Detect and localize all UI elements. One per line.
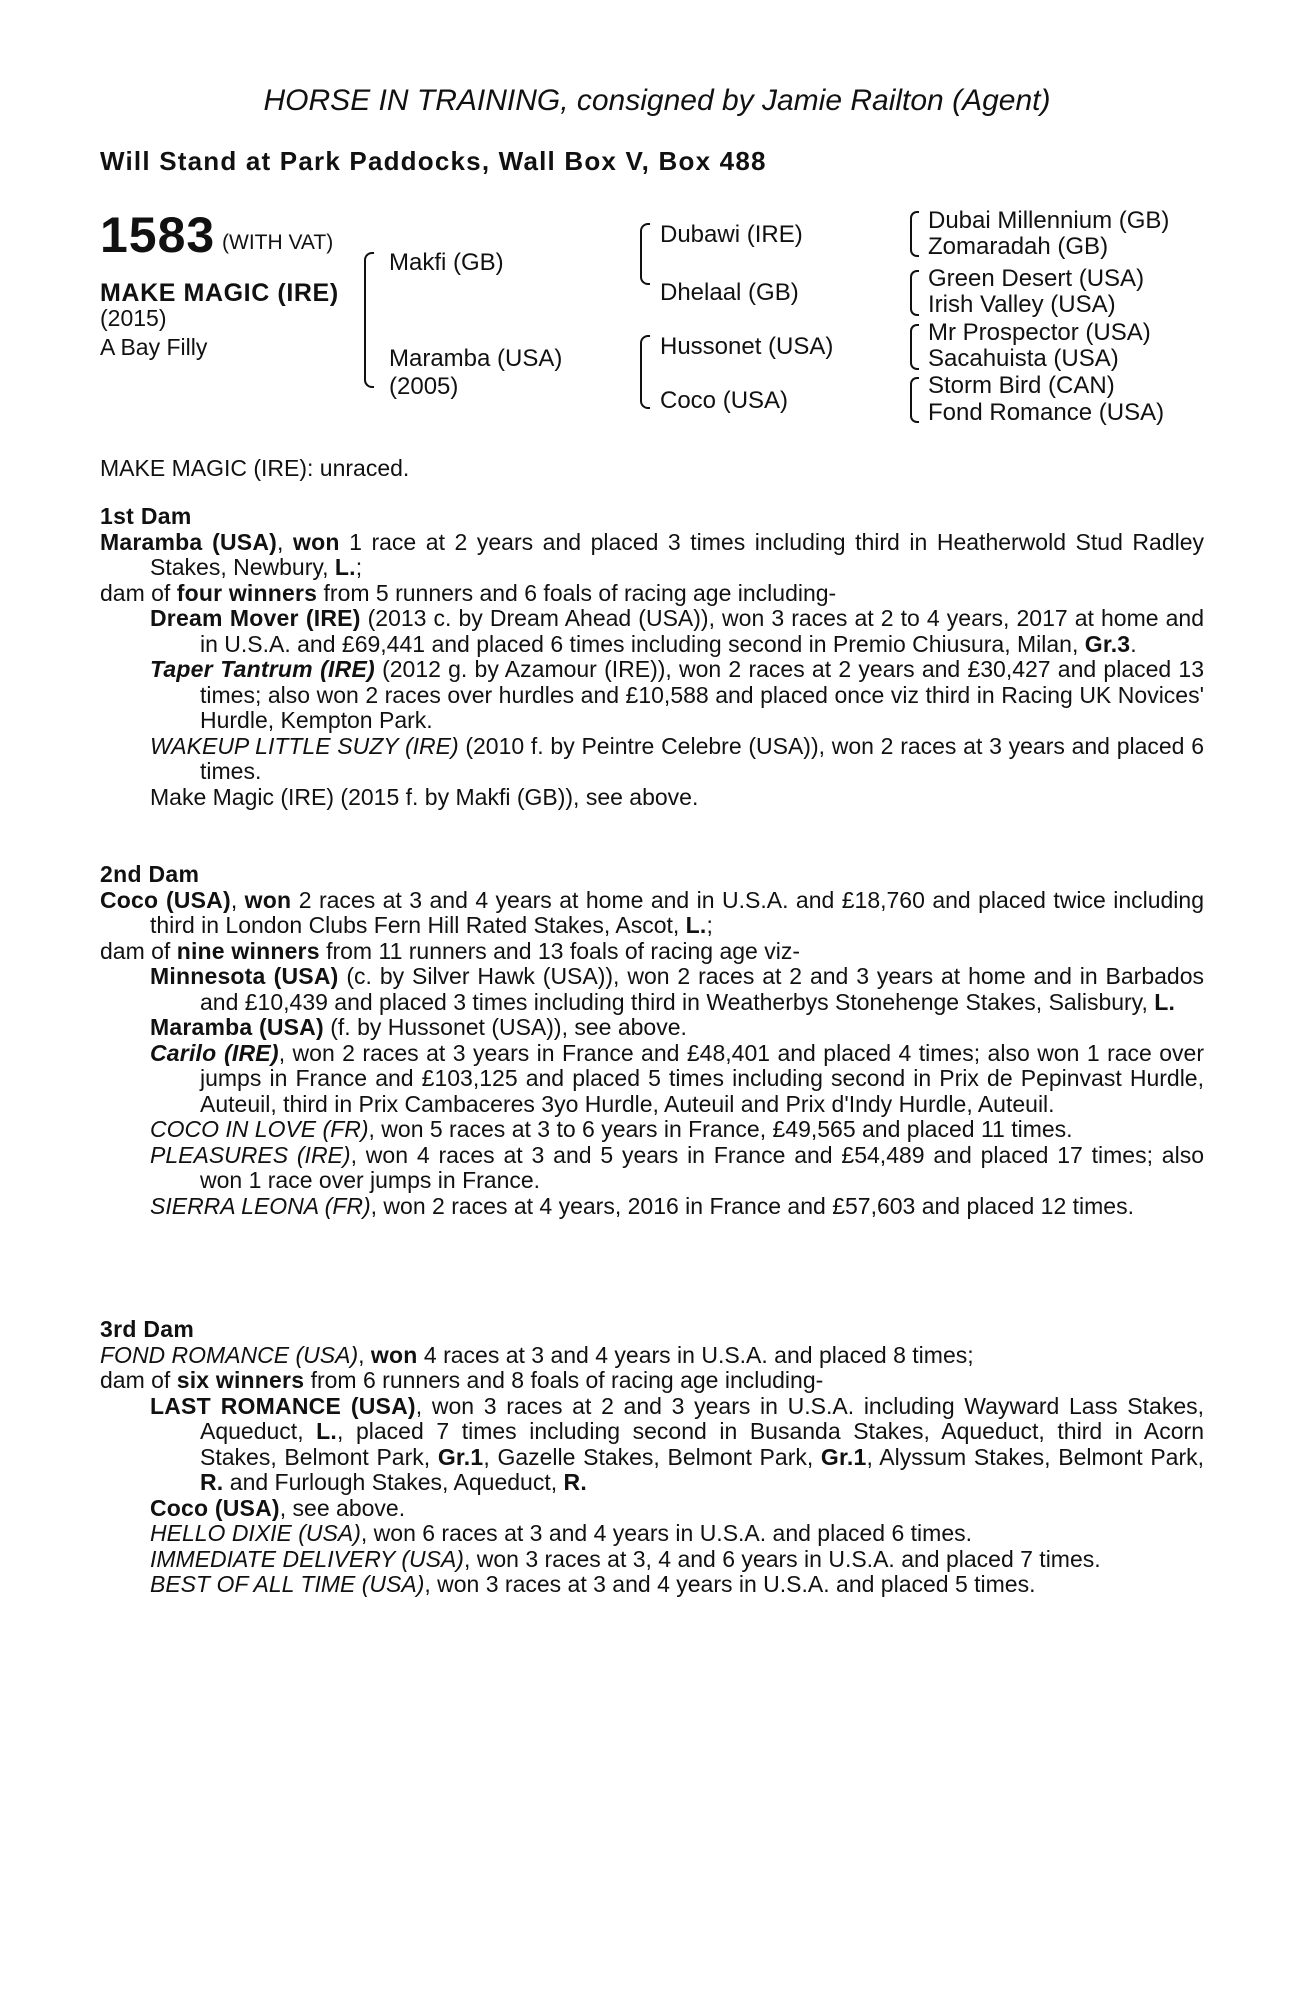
sire-dam-bracket — [364, 252, 374, 388]
sire-parents-bracket — [640, 223, 650, 285]
consignor-header: HORSE IN TRAINING, consigned by Jamie Railton (Agent) — [263, 84, 1051, 117]
list-item: BEST OF ALL TIME (USA), won 3 races at 3 and 4 years in U.S.A. and placed 5 times. — [150, 1571, 1036, 1597]
first-dam-record: Maramba (USA), won 1 race at 2 years and placed 3 times including third in Heatherwold Stud Radley Stakes, Newbury, L.; — [100, 528, 1205, 580]
pedigree-sire: Makfi (GB) — [389, 249, 504, 276]
pedigree-ggp-1: Dubai Millennium (GB) — [928, 207, 1170, 234]
third-dam-produce-summary: dam of six winners from 6 runners and 8 foals of racing age including- — [100, 1367, 824, 1393]
second-dam-heading: 2nd Dam — [100, 861, 200, 887]
dam-parents-bracket — [640, 335, 650, 409]
list-item: PLEASURES (IRE), won 4 races at 3 and 5 years in France and £54,489 and placed 17 times; also won 1 race over jumps in France. — [150, 1141, 1204, 1193]
pedigree-dam: Maramba (USA) — [389, 345, 563, 372]
pedigree-sire-sire: Dubawi (IRE) — [660, 221, 803, 248]
list-item: LAST ROMANCE (USA), won 3 races at 2 and 3 years in U.S.A. including Wayward Lass Stakes, Aqueduct, L., placed 7 times including second in Busanda Stakes, Aqueduct, third in Acorn Stakes, Belmont Park, Gr.1, Gazelle Stakes, Belmont Park, Gr.1, Alyssum Stakes, Belmont Park, R. and Furlough Stakes, Aqueduct, R. — [150, 1392, 1205, 1495]
third-dam-section — [100, 1317, 1204, 1598]
list-item: Maramba (USA) (f. by Hussonet (USA)), see above. — [150, 1014, 687, 1040]
race-record-note: MAKE MAGIC (IRE): unraced. — [100, 455, 410, 481]
g-bracket-4 — [910, 377, 919, 423]
list-item: IMMEDIATE DELIVERY (USA), won 3 races at 3, 4 and 6 years in U.S.A. and placed 7 times. — [150, 1545, 1101, 1572]
vat-label: (WITH VAT) — [222, 231, 334, 254]
list-item: WAKEUP LITTLE SUZY (IRE) (2010 f. by Peintre Celebre (USA)), won 2 races at 3 years and placed 6 times. — [150, 732, 1204, 784]
pedigree-ggp-6: Sacahuista (USA) — [928, 345, 1119, 372]
pedigree-dam-sire: Hussonet (USA) — [660, 333, 834, 360]
pedigree-ggp-2: Zomaradah (GB) — [928, 233, 1109, 260]
first-dam-heading: 1st Dam — [100, 503, 192, 529]
pedigree-ggp-4: Irish Valley (USA) — [928, 291, 1116, 318]
list-item: Carilo (IRE), won 2 races at 3 years in France and £48,401 and placed 4 times; also won 1 race over jumps in France and £103,125 and placed 5 times including second in Prix de Pepinvast Hurdle, Auteuil, third in Prix Cambaceres 3yo Hurdle, Auteuil and Prix d'Indy Hurdle, Auteuil. — [150, 1039, 1205, 1117]
list-item: Coco (USA), see above. — [150, 1494, 406, 1521]
g-bracket-2 — [910, 270, 919, 316]
pedigree-dam-dam: Coco (USA) — [660, 387, 789, 414]
horse-year: (2015) — [100, 305, 167, 331]
pedigree-ggp-5: Mr Prospector (USA) — [928, 319, 1151, 346]
third-dam-heading: 3rd Dam — [100, 1316, 195, 1342]
second-dam-name: Coco (USA) — [100, 886, 231, 913]
first-dam-produce-summary: dam of four winners from 5 runners and 6 foals of racing age including- — [100, 579, 837, 606]
list-item: Taper Tantrum (IRE) (2012 g. by Azamour (IRE)), won 2 races at 2 years and £30,427 and placed 13 times; also won 2 races over hurdles and £10,588 and placed once viz third in Racing UK Novices' Hurdle, Kempton Park. — [150, 656, 1205, 733]
pedigree-ggp-3: Green Desert (USA) — [928, 265, 1145, 292]
horse-description: A Bay Filly — [100, 334, 208, 360]
pedigree-ggp-8: Fond Romance (USA) — [928, 399, 1165, 426]
second-dam-section — [100, 862, 1204, 1219]
pedigree-sire-dam: Dhelaal (GB) — [660, 279, 799, 306]
list-item: Dream Mover (IRE) (2013 c. by Dream Ahead (USA)), won 3 races at 2 to 4 years, 2017 at home and in U.S.A. and £69,441 and placed 6 times including second in Premio Chiusura, Milan, Gr.3. — [150, 605, 1204, 657]
third-dam-record: FOND ROMANCE (USA), won 4 races at 3 and 4 years in U.S.A. and placed 8 times; — [100, 1341, 974, 1368]
pedigree-dam-year: (2005) — [389, 373, 459, 400]
g-bracket-1 — [910, 211, 919, 257]
lot-number: 1583 — [100, 207, 216, 263]
list-item: HELLO DIXIE (USA), won 6 races at 3 and 4 years in U.S.A. and placed 6 times. — [150, 1520, 972, 1546]
pedigree-ggp-7: Storm Bird (CAN) — [928, 372, 1115, 399]
stand-location: Will Stand at Park Paddocks, Wall Box V, Box 488 — [100, 146, 767, 176]
first-dam-name: Maramba (USA) — [100, 528, 278, 555]
list-item: Make Magic (IRE) (2015 f. by Makfi (GB)), see above. — [150, 783, 699, 810]
list-item: SIERRA LEONA (FR), won 2 races at 4 years, 2016 in France and £57,603 and placed 12 times. — [150, 1192, 1134, 1219]
g-bracket-3 — [910, 324, 919, 370]
first-dam-section — [100, 504, 1204, 810]
second-dam-produce-summary: dam of nine winners from 11 runners and 13 foals of racing age viz- — [100, 937, 800, 964]
list-item: COCO IN LOVE (FR), won 5 races at 3 to 6 years in France, £49,565 and placed 11 times. — [150, 1116, 1073, 1142]
horse-name: MAKE MAGIC (IRE) — [100, 279, 339, 307]
third-dam-name: FOND ROMANCE (USA) — [100, 1341, 359, 1368]
list-item: Minnesota (USA) (c. by Silver Hawk (USA)), won 2 races at 2 and 3 years at home and in Barbados and £10,439 and placed 3 times including third in Weatherbys Stonehenge Stakes, Salisbury, L. — [150, 963, 1204, 1015]
second-dam-record: Coco (USA), won 2 races at 3 and 4 years at home and in U.S.A. and £18,760 and placed twice including third in London Clubs Fern Hill Rated Stakes, Ascot, L.; — [100, 886, 1204, 938]
